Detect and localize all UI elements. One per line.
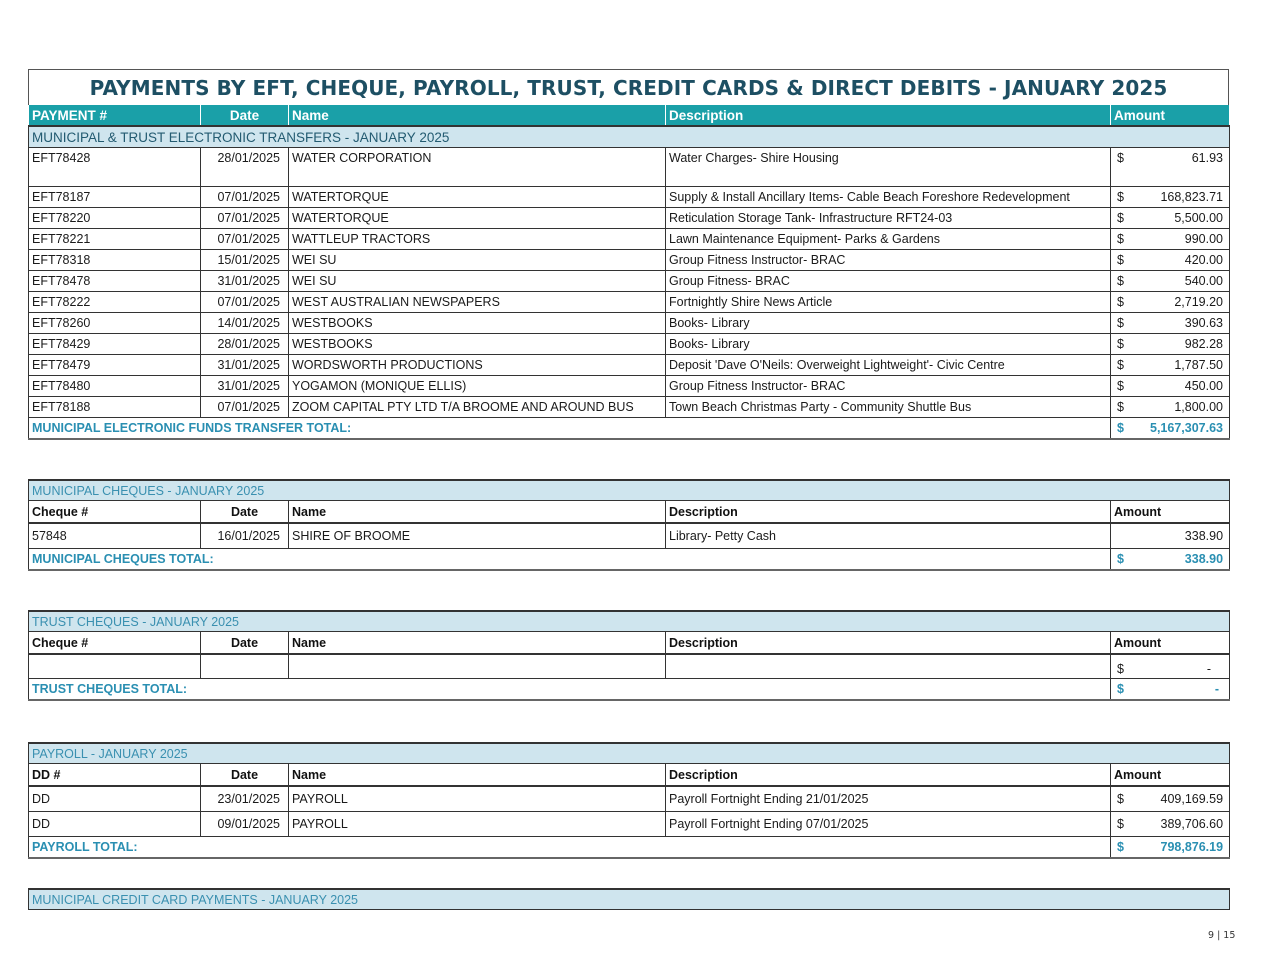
payment-amount: 540.00 — [1184, 274, 1223, 288]
payroll-band — [29, 743, 1230, 764]
payroll-total-cell — [1111, 837, 1230, 859]
eft-total-currency: $ — [1117, 421, 1124, 435]
payroll-description: Payroll Fortnight Ending 07/01/2025 — [666, 812, 1111, 837]
payee-name: WATERTORQUE — [289, 208, 666, 229]
table-row — [29, 148, 1230, 187]
payment-currency: $ — [1117, 253, 1124, 267]
payroll-table — [28, 742, 1230, 859]
payment-description: Books- Library — [666, 334, 1111, 355]
table-row — [29, 523, 1230, 549]
col-header-description: Description — [666, 632, 1111, 655]
payroll-name: PAYROLL — [289, 786, 666, 812]
eft-total-amount: 5,167,307.63 — [1150, 421, 1223, 435]
municipal-cheques-band — [29, 480, 1230, 501]
payment-amount: 61.93 — [1191, 151, 1223, 165]
payment-amount-cell — [1111, 250, 1230, 271]
payroll-total-amount: 798,876.19 — [1160, 840, 1224, 854]
trust-cheques-total-row — [29, 679, 1230, 701]
payment-amount-cell — [1111, 229, 1230, 250]
trust-cheques-header-row — [29, 632, 1230, 655]
payment-number: EFT78221 — [29, 229, 201, 250]
payment-date: 07/01/2025 — [201, 397, 289, 418]
payment-description: Deposit 'Dave O'Neils: Overweight Lightweight'- Civic Centre — [666, 355, 1111, 376]
payee-name: WATTLEUP TRACTORS — [289, 229, 666, 250]
table-row — [29, 208, 1230, 229]
payroll-total-label: PAYROLL TOTAL: — [29, 837, 1111, 859]
trust-cheques-label: TRUST CHEQUES - JANUARY 2025 — [29, 611, 1230, 632]
payment-amount: 2,719.20 — [1174, 295, 1223, 309]
payment-description: Lawn Maintenance Equipment- Parks & Gardens — [666, 229, 1111, 250]
payroll-description: Payroll Fortnight Ending 21/01/2025 — [666, 786, 1111, 812]
payment-date: 14/01/2025 — [201, 313, 289, 334]
payment-number: EFT78478 — [29, 271, 201, 292]
payment-currency: $ — [1117, 190, 1124, 204]
payment-amount-cell — [1111, 355, 1230, 376]
eft-total-label: MUNICIPAL ELECTRONIC FUNDS TRANSFER TOTAL: — [29, 418, 1111, 440]
empty-cell — [666, 654, 1111, 679]
payment-amount: 420.00 — [1184, 253, 1223, 267]
col-header-description: Description — [666, 501, 1111, 524]
payment-amount: 1,787.50 — [1174, 358, 1223, 372]
empty-cell — [201, 654, 289, 679]
eft-total-row — [29, 418, 1230, 440]
table-row — [29, 786, 1230, 812]
payroll-name: PAYROLL — [289, 812, 666, 837]
payroll-date: 23/01/2025 — [201, 786, 289, 812]
payment-amount-cell — [1111, 292, 1230, 313]
payment-amount: 982.28 — [1184, 337, 1223, 351]
payment-amount-cell — [1111, 148, 1230, 187]
table-row — [29, 654, 1230, 679]
trust-cheques-band — [29, 611, 1230, 632]
payment-currency: $ — [1117, 295, 1124, 309]
col-header-amount: Amount — [1111, 501, 1230, 524]
payroll-total-currency: $ — [1117, 840, 1124, 854]
trust-row-currency: $ — [1117, 662, 1124, 676]
cheque-date: 16/01/2025 — [201, 523, 289, 549]
payment-amount-cell — [1111, 271, 1230, 292]
payment-currency: $ — [1117, 379, 1124, 393]
table-row — [29, 187, 1230, 208]
payment-date: 28/01/2025 — [201, 334, 289, 355]
payment-number: EFT78318 — [29, 250, 201, 271]
col-header-amount: Amount — [1111, 632, 1230, 655]
col-header-payment: PAYMENT # — [29, 105, 201, 126]
payment-description: Town Beach Christmas Party - Community Shuttle Bus — [666, 397, 1111, 418]
payment-description: Reticulation Storage Tank- Infrastructure RFT24-03 — [666, 208, 1111, 229]
municipal-cheques-section — [28, 479, 1229, 571]
table-row — [29, 271, 1230, 292]
page-number: 9 | 15 — [1208, 930, 1236, 941]
cheque-description: Library- Petty Cash — [666, 523, 1111, 549]
eft-section — [28, 105, 1229, 440]
payment-amount: 990.00 — [1184, 232, 1223, 246]
eft-section-label: MUNICIPAL & TRUST ELECTRONIC TRANSFERS - JANUARY 2025 — [29, 126, 1230, 148]
payment-amount-cell — [1111, 313, 1230, 334]
col-header-date: Date — [201, 501, 289, 524]
cheque-amount-cell — [1111, 523, 1230, 549]
eft-total-amount-cell — [1111, 418, 1230, 440]
col-header-cheque: Cheque # — [29, 501, 201, 524]
table-row — [29, 376, 1230, 397]
payment-description: Books- Library — [666, 313, 1111, 334]
trust-row-amount: - — [1206, 662, 1212, 676]
dd-number: DD — [29, 812, 201, 837]
table-row — [29, 292, 1230, 313]
credit-card-label: MUNICIPAL CREDIT CARD PAYMENTS - JANUARY 2025 — [29, 889, 1230, 910]
col-header-description: Description — [666, 764, 1111, 787]
eft-rows — [29, 148, 1230, 418]
trust-cheques-table — [28, 610, 1230, 701]
cheque-name: SHIRE OF BROOME — [289, 523, 666, 549]
col-header-date: Date — [201, 632, 289, 655]
credit-card-table — [28, 888, 1230, 910]
payment-date: 31/01/2025 — [201, 271, 289, 292]
payment-amount: 5,500.00 — [1174, 211, 1223, 225]
trust-cheques-total-amount: - — [1214, 682, 1220, 696]
payee-name: WESTBOOKS — [289, 313, 666, 334]
col-header-name: Name — [289, 632, 666, 655]
eft-header-row — [29, 105, 1230, 126]
payment-currency: $ — [1117, 358, 1124, 372]
payee-name: ZOOM CAPITAL PTY LTD T/A BROOME AND AROUND BUS — [289, 397, 666, 418]
payment-description: Water Charges- Shire Housing — [666, 148, 1111, 187]
payment-currency: $ — [1117, 232, 1124, 246]
payment-date: 07/01/2025 — [201, 229, 289, 250]
payment-description: Fortnightly Shire News Article — [666, 292, 1111, 313]
municipal-cheques-total-row — [29, 549, 1230, 571]
payment-amount-cell — [1111, 208, 1230, 229]
payroll-amount-cell — [1111, 812, 1230, 837]
payment-amount-cell — [1111, 397, 1230, 418]
trust-cheques-section — [28, 610, 1229, 701]
payment-description: Group Fitness Instructor- BRAC — [666, 376, 1111, 397]
payment-date: 07/01/2025 — [201, 292, 289, 313]
payment-currency: $ — [1117, 151, 1124, 165]
trust-cheques-total-currency: $ — [1117, 682, 1124, 696]
payment-currency: $ — [1117, 274, 1124, 288]
payment-date: 31/01/2025 — [201, 355, 289, 376]
payment-date: 07/01/2025 — [201, 208, 289, 229]
trust-cheques-total-label: TRUST CHEQUES TOTAL: — [29, 679, 1111, 701]
payment-currency: $ — [1117, 211, 1124, 225]
payment-currency: $ — [1117, 400, 1124, 414]
payment-amount: 390.63 — [1184, 316, 1223, 330]
municipal-cheques-total-cell — [1111, 549, 1230, 571]
payment-number: EFT78222 — [29, 292, 201, 313]
payment-date: 28/01/2025 — [201, 148, 289, 187]
payment-number: EFT78260 — [29, 313, 201, 334]
payroll-currency: $ — [1117, 817, 1124, 831]
col-header-date: Date — [201, 764, 289, 787]
payee-name: WATER CORPORATION — [289, 148, 666, 187]
report-title-box — [28, 69, 1229, 105]
col-header-cheque: Cheque # — [29, 632, 201, 655]
payment-number: EFT78187 — [29, 187, 201, 208]
payment-amount-cell — [1111, 187, 1230, 208]
payment-amount: 1,800.00 — [1174, 400, 1223, 414]
payroll-header-row — [29, 764, 1230, 787]
payment-number: EFT78479 — [29, 355, 201, 376]
payment-date: 07/01/2025 — [201, 187, 289, 208]
credit-card-band — [29, 889, 1230, 910]
municipal-cheques-header-row — [29, 501, 1230, 524]
payroll-date: 09/01/2025 — [201, 812, 289, 837]
report-title: PAYMENTS BY EFT, CHEQUE, PAYROLL, TRUST, CREDIT CARDS & DIRECT DEBITS - JANUARY 2025 — [89, 75, 1168, 100]
payroll-currency: $ — [1117, 792, 1124, 806]
eft-table — [28, 105, 1230, 440]
payment-number: EFT78220 — [29, 208, 201, 229]
payroll-label: PAYROLL - JANUARY 2025 — [29, 743, 1230, 764]
municipal-cheques-table — [28, 479, 1230, 571]
municipal-cheques-total-amount: 338.90 — [1184, 552, 1224, 566]
payroll-rows — [29, 786, 1230, 837]
payee-name: WORDSWORTH PRODUCTIONS — [289, 355, 666, 376]
payroll-total-row — [29, 837, 1230, 859]
payment-currency: $ — [1117, 316, 1124, 330]
payment-date: 15/01/2025 — [201, 250, 289, 271]
payment-number: EFT78428 — [29, 148, 201, 187]
eft-section-band — [29, 126, 1230, 148]
payment-currency: $ — [1117, 337, 1124, 351]
trust-cheques-total-cell — [1111, 679, 1230, 701]
col-header-name: Name — [289, 764, 666, 787]
table-row — [29, 355, 1230, 376]
payroll-amount: 409,169.59 — [1160, 792, 1224, 806]
municipal-cheques-total-currency: $ — [1117, 552, 1124, 566]
col-header-name: Name — [289, 105, 666, 126]
payment-description: Group Fitness- BRAC — [666, 271, 1111, 292]
payroll-amount: 389,706.60 — [1160, 817, 1224, 831]
col-header-name: Name — [289, 501, 666, 524]
payee-name: WATERTORQUE — [289, 187, 666, 208]
table-row — [29, 812, 1230, 837]
table-row — [29, 397, 1230, 418]
table-row — [29, 334, 1230, 355]
col-header-description: Description — [666, 105, 1111, 126]
payee-name: YOGAMON (MONIQUE ELLIS) — [289, 376, 666, 397]
payment-number: EFT78188 — [29, 397, 201, 418]
payment-amount-cell — [1111, 334, 1230, 355]
payment-amount: 450.00 — [1184, 379, 1223, 393]
dd-number: DD — [29, 786, 201, 812]
col-header-amount: Amount — [1111, 764, 1230, 787]
payment-amount: 168,823.71 — [1160, 190, 1223, 204]
empty-cell — [29, 654, 201, 679]
payment-description: Supply & Install Ancillary Items- Cable Beach Foreshore Redevelopment — [666, 187, 1111, 208]
payroll-amount-cell — [1111, 786, 1230, 812]
payee-name: WEST AUSTRALIAN NEWSPAPERS — [289, 292, 666, 313]
table-row — [29, 250, 1230, 271]
col-header-dd: DD # — [29, 764, 201, 787]
payee-name: WEI SU — [289, 250, 666, 271]
col-header-amount: Amount — [1111, 105, 1230, 126]
cheque-number: 57848 — [29, 523, 201, 549]
payroll-section — [28, 742, 1229, 859]
payment-amount-cell — [1111, 376, 1230, 397]
payment-description: Group Fitness Instructor- BRAC — [666, 250, 1111, 271]
municipal-cheques-label: MUNICIPAL CHEQUES - JANUARY 2025 — [29, 480, 1230, 501]
payee-name: WESTBOOKS — [289, 334, 666, 355]
payment-date: 31/01/2025 — [201, 376, 289, 397]
table-row — [29, 229, 1230, 250]
empty-cell — [289, 654, 666, 679]
payment-number: EFT78429 — [29, 334, 201, 355]
payee-name: WEI SU — [289, 271, 666, 292]
cheque-amount: 338.90 — [1184, 529, 1224, 543]
trust-row-amount-cell — [1111, 654, 1230, 679]
payment-number: EFT78480 — [29, 376, 201, 397]
municipal-cheques-total-label: MUNICIPAL CHEQUES TOTAL: — [29, 549, 1111, 571]
col-header-date: Date — [201, 105, 289, 126]
table-row — [29, 313, 1230, 334]
credit-card-section — [28, 888, 1229, 910]
